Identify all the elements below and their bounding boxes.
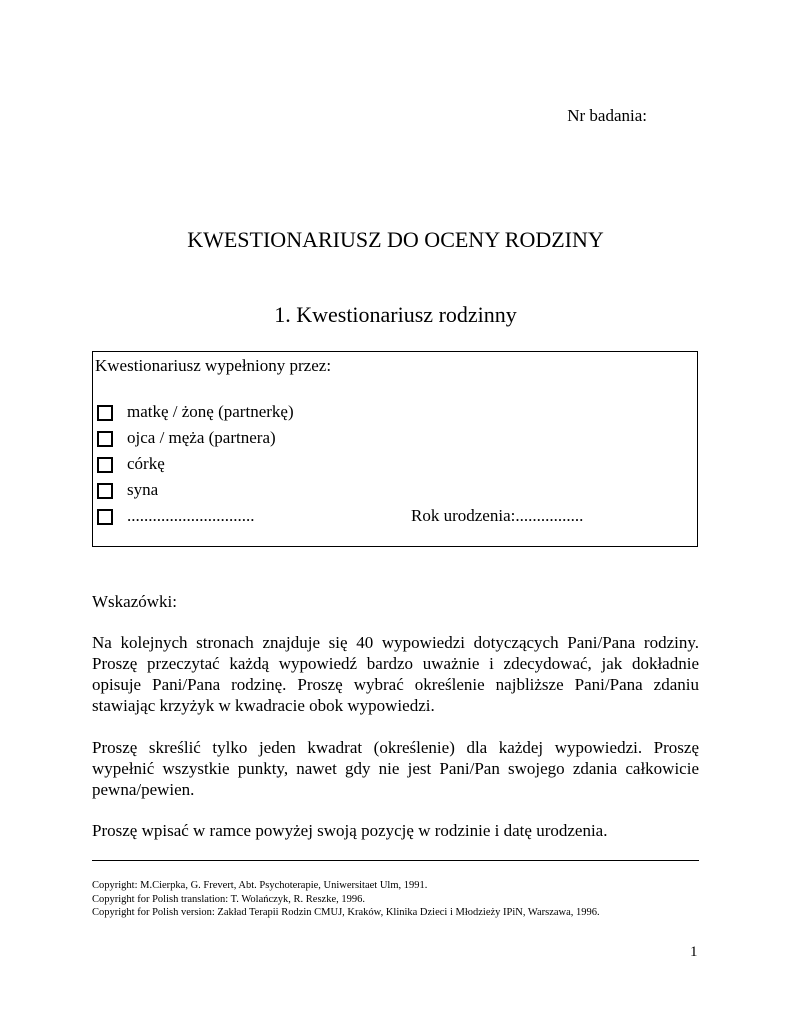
option-daughter[interactable]: [97, 454, 687, 476]
copyright-line: Copyright for Polish translation: T. Wolańczyk, R. Reszke, 1996.: [92, 894, 365, 905]
document-title: KWESTIONARIUSZ DO OCENY RODZINY: [187, 227, 604, 252]
option-mother-wife[interactable]: [97, 402, 687, 424]
page-number: 1: [690, 944, 698, 960]
copyright-line: Copyright for Polish version: Zakład Terapii Rodzin CMUJ, Kraków, Klinika Dzieci i Młodzieży IPiN, Warszawa, 1996.: [92, 907, 600, 918]
section-title: 1. Kwestionariusz rodzinny: [274, 302, 517, 327]
instructions-paragraph: Proszę skreślić tylko jeden kwadrat (określenie) dla każdej wypowiedzi. Proszę wypełnić wszystkie punkty, nawet gdy nie jest Pani/Pan swojego zdania całkowicie pewna/pewien.: [92, 738, 699, 799]
option-other-blank[interactable]: ..............................: [127, 506, 255, 525]
checkbox-icon[interactable]: [97, 457, 113, 473]
checkbox-icon[interactable]: [97, 509, 113, 525]
instructions-paragraph: Na kolejnych stronach znajduje się 40 wypowiedzi dotyczących Pani/Pana rodziny. Proszę przeczytać każdą wypowiedź bardzo uważnie i zdecydować, jak dokładnie opisuje Pani/Pana rodzinę. Proszę wybrać określenie najbliższe Pani/Pana zdaniu stawiając krzyżyk w kwadracie obok wypowiedzi.: [92, 633, 699, 715]
instructions-heading: Wskazówki:: [92, 592, 177, 611]
birth-year-field[interactable]: Rok urodzenia:................: [411, 506, 584, 525]
option-son[interactable]: [97, 480, 687, 502]
copyright-line: Copyright: M.Cierpka, G. Frevert, Abt. Psychoterapie, Uniwersitaet Ulm, 1991.: [92, 880, 428, 891]
footer-divider: [92, 860, 699, 861]
study-number-label: Nr badania:: [567, 106, 647, 125]
option-label: ojca / męża (partnera): [127, 428, 276, 447]
checkbox-icon[interactable]: [97, 431, 113, 447]
option-other[interactable]: [97, 506, 687, 528]
option-father-husband[interactable]: [97, 428, 687, 450]
checkbox-icon[interactable]: [97, 405, 113, 421]
respondent-box-label: Kwestionariusz wypełniony przez:: [95, 356, 332, 375]
checkbox-icon[interactable]: [97, 483, 113, 499]
option-label: matkę / żonę (partnerkę): [127, 402, 294, 421]
respondent-box: [92, 351, 698, 547]
option-label: córkę: [127, 454, 165, 473]
option-label: syna: [127, 480, 159, 499]
instructions-paragraph: Proszę wpisać w ramce powyżej swoją pozycję w rodzinie i datę urodzenia.: [92, 821, 608, 840]
